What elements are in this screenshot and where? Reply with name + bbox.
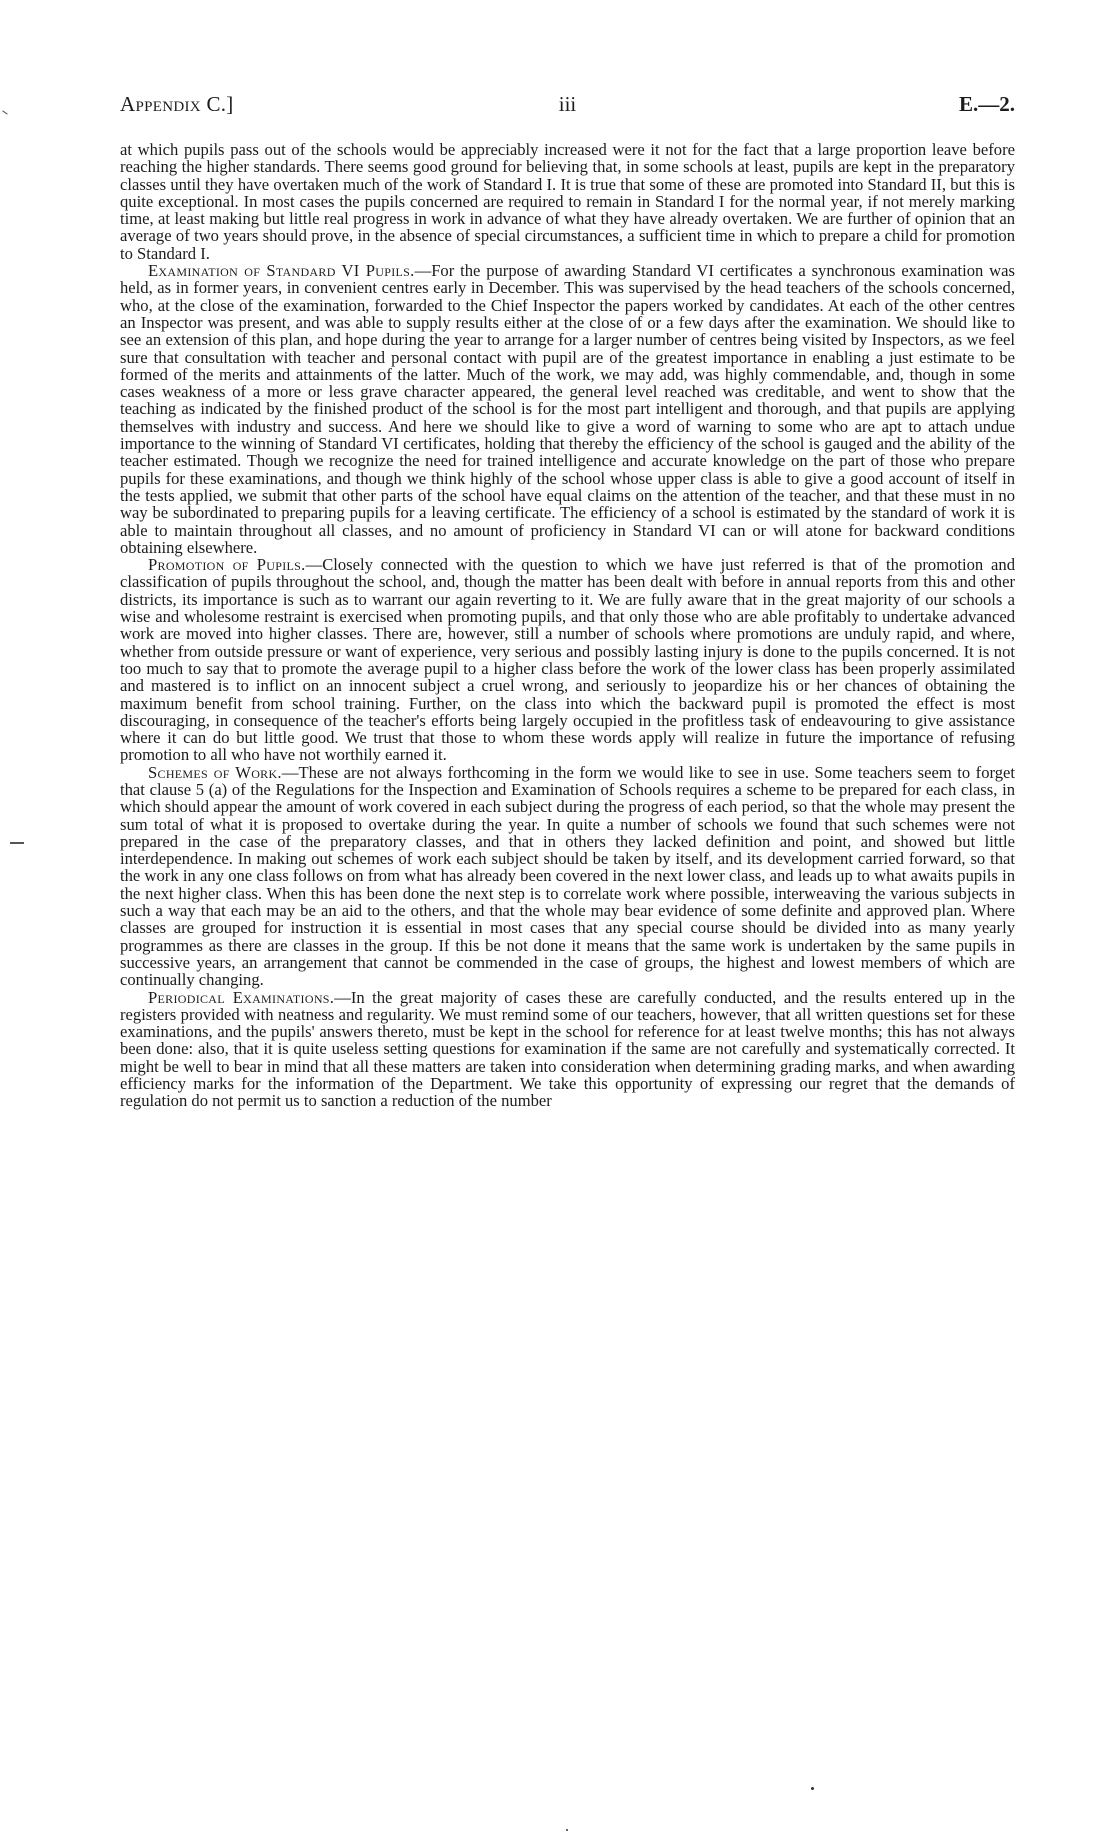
paragraph-text: —For the purpose of awarding Standard VI certificates a synchronous examination was held, as in former years, in convenient centres early in December. This was supervised by the head teachers of the schools concerned, who, at the close of the examination, forwarded to the Chief Inspector the papers worked by candidates. At each of the other centres an Inspector was present, and was able to supply results either at the close of or a few days after the examination. We should like to see an extension of this plan, and hope during the year to arrange for a larger number of centres being visited by Inspectors, as we feel sure that consultation with teacher and personal contact with pupil are of the greatest importance in enabling a just estimate to be formed of the merits and attainments of the latter. Much of the work, we may add, was highly commendable, and, though in some cases weakness of a more or less grave character appeared, the general level reached was creditable, and went to show that the teaching as indicated by the finished product of the school is for the most part intelligent and thorough, and that pupils are applying themselves with industry and success. And here we should like to give a word of warning to some who are apt to attach undue importance to the winning of Standard VI certificates, holding that thereby the efficiency of the school is gauged and the ability of the teacher estimated. Though we recognize the need for trained intelligence and accurate knowledge on the part of those who prepare pupils for these examinations, and though we think highly of the school whose upper class is able to give a good account of itself in the tests applied, we submit that other parts of the school have equal claims on the attention of the teacher, and that these must in no way be subordinated to preparing pupils for a leaving certificate. The efficiency of a school is estimated by the standard of work it is able to maintain throughout all classes, and no amount of proficiency in Standard VI can or will atone for backward conditions obtaining elsewhere. xyxy=(120,261,1015,557)
paragraph-continuation xyxy=(120,141,1015,262)
section-heading: Promotion of Pupils. xyxy=(148,555,306,575)
paragraph-text: —Closely connected with the question to which we have just referred is that of the promotion and classification of pupils throughout the school, and, though the matter has been dealt with before in annual reports from this and other districts, its importance is such as to warrant our again reverting to it. We are fully aware that in the great majority of our schools a wise and wholesome restraint is exercised when promoting pupils, and that only those who are able profitably to undertake advanced work are moved into higher classes. There are, however, still a number of schools where promotions are unduly rapid, and where, whether from outside pressure or want of experience, very serious and possibly lasting injury is done to the pupils concerned. It is not too much to say that to promote the average pupil to a higher class before the work of the lower class has been properly assimilated and mastered is to inflict on an innocent subject a cruel wrong, and seriously to jeopardize his or her chances of obtaining the maximum benefit from school training. Further, on the class into which the backward pupil is promoted the effect is most discouraging, in consequence of the teacher's efforts being largely occupied in the profitless task of endeavouring to give assistance where it can do but little good. We trust that those to whom these words apply will realize in future the importance of refusing promotion to all who have not worthily earned it. xyxy=(120,555,1015,765)
page-number: iii xyxy=(558,92,577,116)
section-heading: Schemes of Work. xyxy=(148,762,282,782)
paragraph-schemes xyxy=(120,764,1015,989)
scan-speck xyxy=(566,1829,568,1831)
paragraph-promotion xyxy=(120,556,1015,764)
page-header xyxy=(120,92,1015,122)
paragraph-text: —In the great majority of cases these are carefully conducted, and the results entered up in the registers provided with neatness and regularity. We must remind some of our teachers, however, that all written questions set for these examinations, and the pupils' answers thereto, must be kept in the school for reference for at least twelve months; this has not always been done: also, that it is quite useless setting questions for examination if the same are not carefully and systematically corrected. It might be well to bear in mind that all these matters are taken into consideration when determining grading marks, and when awarding efficiency marks for the information of the Department. We take this opportunity of expressing our regret that the demands of regulation do not permit us to sanction a reduction of the number xyxy=(120,987,1015,1111)
section-heading: Examination of Standard VI Pupils. xyxy=(148,261,415,281)
section-heading: Periodical Examinations. xyxy=(148,987,335,1007)
paragraph-text: at which pupils pass out of the schools would be appreciably increased were it not for the fact that a large proportion leave before reaching the higher standards. There seems good ground for believing that, in some schools at least, pupils are kept in the preparatory classes until they have overtaken much of the work of Standard I. It is true that some of these are promoted into Standard II, but this is quite exceptional. In most cases the pupils concerned are required to remain in Standard I for the normal year, if not merely marking time, at least making but little real progress in work in advance of what they have already overtaken. We are further of opinion that an average of two years should prove, in the absence of special circumstances, a sufficient time in which to prepare a child for promotion to Standard I. xyxy=(120,140,1015,263)
paragraph-periodical xyxy=(120,989,1015,1110)
body-text xyxy=(120,141,1015,1110)
appendix-label: Appendix C.] xyxy=(120,92,234,116)
margin-tick xyxy=(2,110,7,114)
paragraph-text: —These are not always forthcoming in the form we would like to see in use. Some teachers seem to forget that clause 5 (a) of the Regulations for the Inspection and Examination of Schools requires a scheme to be prepared for each class, in which should appear the amount of work covered in each subject during the progress of each period, so that the whole may present the sum total of what it is proposed to overtake during the year. In quite a number of schools we found that such schemes were not prepared in the case of the preparatory classes, and that in others they lacked definition and point, and showed but little interdependence. In making out schemes of work each subject should be taken by itself, and its development carried forward, so that the work in any one class follows on from what has already been covered in the next lower class, and leads up to what awaits pupils in the next higher class. When this has been done the next step is to correlate work where possible, interweaving the various subjects in such a way that each may be an aid to the others, and that the whole may bear evidence of some definite and approved plan. Where classes are grouped for instruction it is essential in most cases that any special course should be divided into as many yearly programmes as there are classes in the group. If this be not done it means that the same work is undertaken by the same pupils in successive years, an arrangement that cannot be commended in the case of groups, the highest and lowest members of which are continually changing. xyxy=(120,762,1016,990)
scan-speck xyxy=(811,1787,814,1790)
document-code: E.—2. xyxy=(958,92,1015,116)
paragraph-standard-vi xyxy=(120,262,1015,556)
margin-dash xyxy=(10,842,24,844)
